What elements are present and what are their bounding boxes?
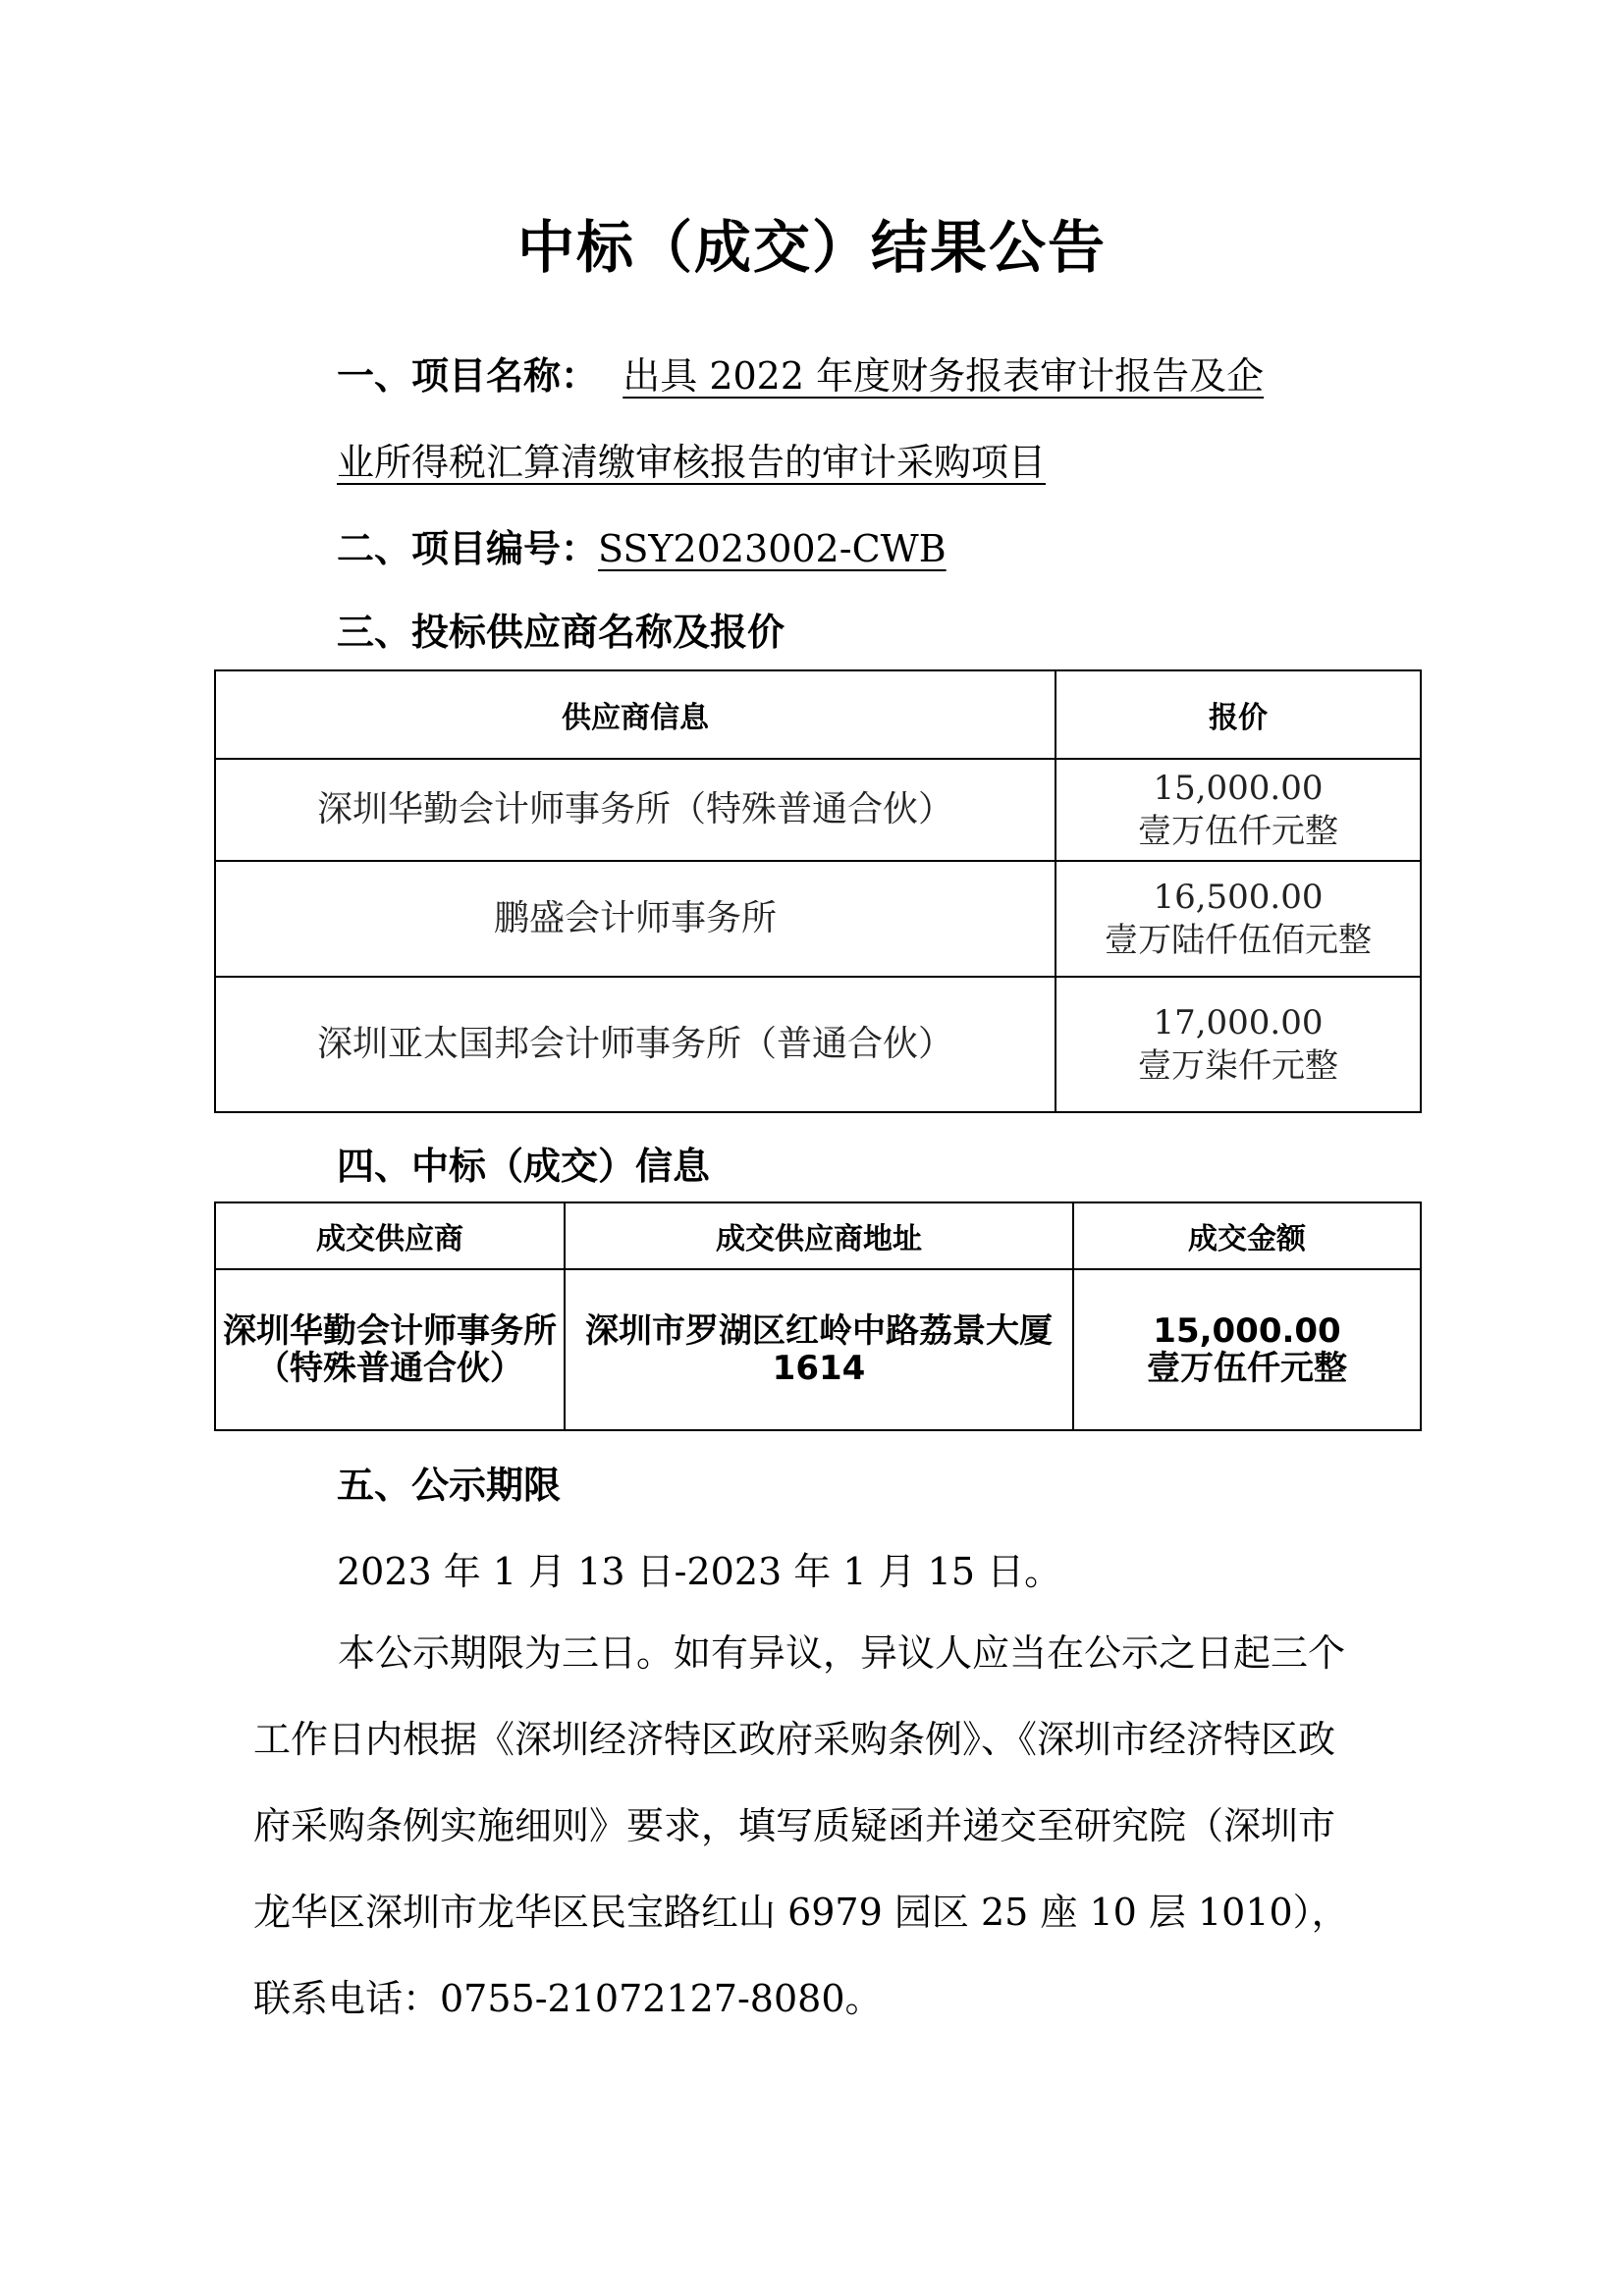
header-award-supplier: 成交供应商: [215, 1202, 565, 1269]
table-row: [215, 977, 1421, 1112]
header-price: 报价: [1056, 670, 1421, 759]
award-amount-words: 壹万伍仟元整: [1147, 1349, 1347, 1388]
table-row: [215, 1269, 1421, 1430]
bidder-price: [1056, 861, 1421, 977]
bidder-price: [1056, 759, 1421, 861]
bidders-table-header: [215, 670, 1421, 759]
bidder-amount: 16,500.00: [1153, 878, 1324, 917]
table-row: [215, 861, 1421, 977]
period-notice: 本公示期限为三日。如有异议，异议人应当在公示之日起三个工作日内根据《深圳经济特区政府采购条例》、《深圳市经济特区政府采购条例实施细则》要求，填写质疑函并递交至研究院（深圳市龙华区深圳市龙华区民宝路红山 6979 园区 25 座 10 层 1010），联系电话：0755-21072127-8080。: [253, 1631, 1349, 2020]
header-award-address: 成交供应商地址: [565, 1202, 1073, 1269]
project-name-value-line2: 业所得税汇算清缴审核报告的审计采购项目: [337, 441, 1047, 484]
project-name-label: 一、项目名称：: [337, 354, 599, 398]
page-title: 中标（成交）结果公告: [516, 214, 1107, 281]
bidder-price: [1056, 977, 1421, 1112]
award-supplier: 深圳华勤会计师事务所（特殊普通合伙）: [215, 1269, 565, 1430]
award-heading: 四、中标（成交）信息: [337, 1145, 711, 1188]
bidder-amount-words: 壹万伍仟元整: [1138, 812, 1338, 851]
project-name-heading: [337, 346, 1264, 400]
bidder-amount-words: 壹万陆仟伍佰元整: [1105, 921, 1372, 960]
bidder-amount-words: 壹万柒仟元整: [1138, 1046, 1338, 1086]
project-name-value-line1: 出具 2022 年度财务报表审计报告及企: [623, 354, 1265, 398]
project-number-label: 二、项目编号：: [337, 527, 599, 570]
bidder-name: 鹏盛会计师事务所: [215, 861, 1056, 977]
bidder-name: 深圳亚太国邦会计师事务所（普通合伙）: [215, 977, 1056, 1112]
table-row: [215, 759, 1421, 861]
project-number-value: SSY2023002-CWB: [598, 527, 947, 570]
header-award-amount: 成交金额: [1073, 1202, 1421, 1269]
project-number-heading: [337, 518, 947, 572]
bidder-amount: 15,000.00: [1153, 769, 1324, 808]
bidder-name: 深圳华勤会计师事务所（特殊普通合伙）: [215, 759, 1056, 861]
award-table-header: [215, 1202, 1421, 1269]
bidder-amount: 17,000.00: [1153, 1003, 1324, 1042]
award-amount: 15,000.00: [1153, 1311, 1341, 1351]
award-amount-cell: [1073, 1269, 1421, 1430]
period-dates: 2023 年 1 月 13 日-2023 年 1 月 15 日。: [337, 1550, 1062, 1593]
award-table: [214, 1201, 1422, 1431]
bidders-table: [214, 669, 1422, 1113]
period-heading: 五、公示期限: [337, 1464, 562, 1507]
header-supplier-info: 供应商信息: [215, 670, 1056, 759]
bidders-heading: 三、投标供应商名称及报价: [337, 611, 785, 654]
award-address: 深圳市罗湖区红岭中路荔景大厦 1614: [565, 1269, 1073, 1430]
